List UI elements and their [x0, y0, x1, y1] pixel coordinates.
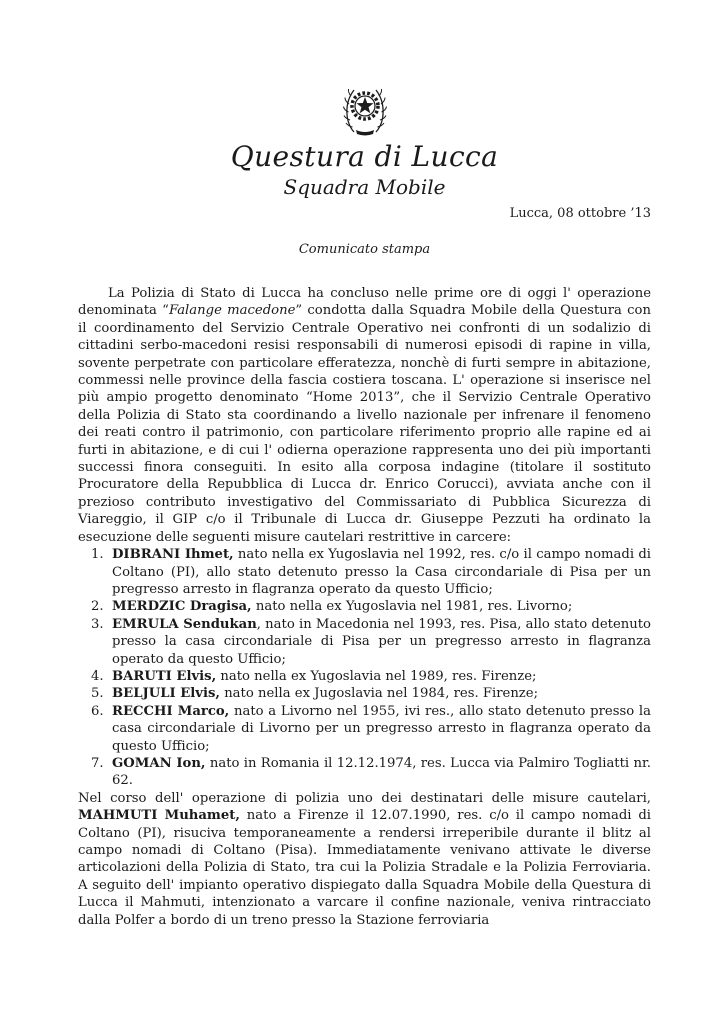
item-text	[112, 598, 651, 615]
document-header-emblem	[78, 80, 651, 136]
intro-paragraph	[78, 285, 651, 546]
measures-list	[91, 546, 651, 790]
item-number: 5.	[91, 686, 104, 702]
item-number: 4.	[91, 668, 104, 684]
item-details: , nato in Macedonia nel 1993, res. Pisa, allo stato detenuto presso la casa circondariale di Pisa per un pregresso arresto in flagranza operato da questo Ufficio;	[112, 616, 651, 667]
document-type-label: Comunicato stampa	[298, 242, 431, 257]
item-number: 7.	[91, 755, 104, 771]
suspect-name: BELJULI Elvis,	[112, 686, 220, 702]
closing-text: Nel corso dell' operazione di polizia uno dei destinatari delle misure cautelari,	[78, 790, 651, 806]
item-text	[112, 616, 651, 668]
suspect-name: MERDZIC Dragisa,	[112, 599, 252, 615]
item-text	[112, 755, 651, 790]
item-text	[112, 685, 651, 702]
item-number: 3.	[91, 616, 104, 632]
italian-republic-emblem-icon	[339, 80, 391, 136]
list-item	[91, 546, 651, 598]
suspect-name: RECCHI Marco,	[112, 703, 230, 719]
item-details: nato nella ex Yugoslavia nel 1981, res. Livorno;	[251, 599, 573, 615]
document-body	[78, 285, 651, 929]
item-details: nato a Livorno nel 1955, ivi res., allo stato detenuto presso la casa circondariale di Livorno per un pregresso arresto in flagranza operato da questo Ufficio;	[112, 703, 651, 754]
item-number: 1.	[91, 547, 104, 563]
item-text	[112, 546, 651, 598]
list-item	[91, 685, 651, 702]
org-title: Questura di Lucca	[230, 140, 499, 173]
suspect-name: DIBRANI Ihmet,	[112, 547, 234, 563]
list-item	[91, 598, 651, 615]
org-subtitle: Squadra Mobile	[283, 175, 446, 199]
item-text	[112, 703, 651, 755]
list-item	[91, 668, 651, 685]
closing-text-continued: nato a Firenze il 12.07.1990, res. c/o il campo nomadi di Coltano (PI), risuciva temporaneamente a rendersi irreperibile durante il blitz al campo nomadi di Coltano (Pisa). Immediatamente venivano attivate le diverse articolazioni della Polizia di Stato, tra cui la Polizia Stradale e la Polizia Ferroviaria. A seguito dell' impianto operativo dispiegato dalla Squadra Mobile della Questura di Lucca il Mahmuti, intenzionato a varcare il confine nazionale, veniva rintracciato dalla Polfer a bordo di un treno presso la Stazione ferroviaria	[78, 808, 651, 928]
intro-text: La Polizia di Stato di Lucca ha concluso nelle prime ore di oggi l' operazione denominata “	[78, 286, 651, 319]
suspect-name: GOMAN Ion,	[112, 755, 206, 771]
list-item	[91, 616, 651, 668]
item-details: nato nella ex Yugoslavia nel 1989, res. Firenze;	[216, 668, 537, 684]
dateline: Lucca, 08 ottobre ’13	[509, 206, 651, 221]
item-details: nato nella ex Yugoslavia nel 1992, res. c/o il campo nomadi di Coltano (PI), allo stato detenuto presso la Casa circondariale di Pisa per un pregresso arresto in flagranza operato da questo Ufficio;	[112, 547, 652, 597]
item-number: 2.	[91, 599, 104, 615]
item-details: nato nella ex Jugoslavia nel 1984, res. Firenze;	[220, 686, 539, 702]
operation-name: Falange macedone	[168, 303, 296, 319]
suspect-name: BARUTI Elvis,	[112, 668, 217, 684]
suspect-name-fugitive: MAHMUTI Muhamet,	[78, 808, 240, 824]
item-details: nato in Romania il 12.12.1974, res. Lucca via Palmiro Togliatti nr. 62.	[112, 755, 651, 789]
list-item	[91, 755, 651, 790]
item-text	[112, 668, 651, 685]
intro-text-continued: ” condotta dalla Squadra Mobile della Questura con il coordinamento del Servizio Centrale Operativo nei confronti di un sodalizio di cittadini serbo-macedoni resisi responsabili di numerosi episodi di rapine in villa, sovente perpetrate con particolare efferatezza, nonchè di furti sempre in abitazione, commessi nelle province della fascia costiera toscana. L' operazione si inserisce nel più ampio progetto denominato “Home 2013”, che il Servizio Centrale Operativo della Polizia di Stato sta coordinando a livello nazionale per infrenare il fenomeno dei reati contro il patrimonio, con particolare riferimento proprio alle rapine ed ai furti in abitazione, e di cui l' odierna operazione rappresenta uno dei più importanti successi finora conseguiti. In esito alla corposa indagine (titolare il sostituto Procuratore della Repubblica di Lucca dr. Enrico Corucci), avviata anche con il prezioso contributo investigativo del Commissariato di Pubblica Sicurezza di Viareggio, il GIP c/o il Tribunale di Lucca dr. Giuseppe Pezzuti ha ordinato la esecuzione delle seguenti misure cautelari restrittive in carcere:	[78, 303, 651, 545]
list-item	[91, 703, 651, 755]
item-number: 6.	[91, 703, 104, 719]
closing-paragraph	[78, 790, 651, 929]
suspect-name: EMRULA Sendukan	[112, 616, 257, 632]
